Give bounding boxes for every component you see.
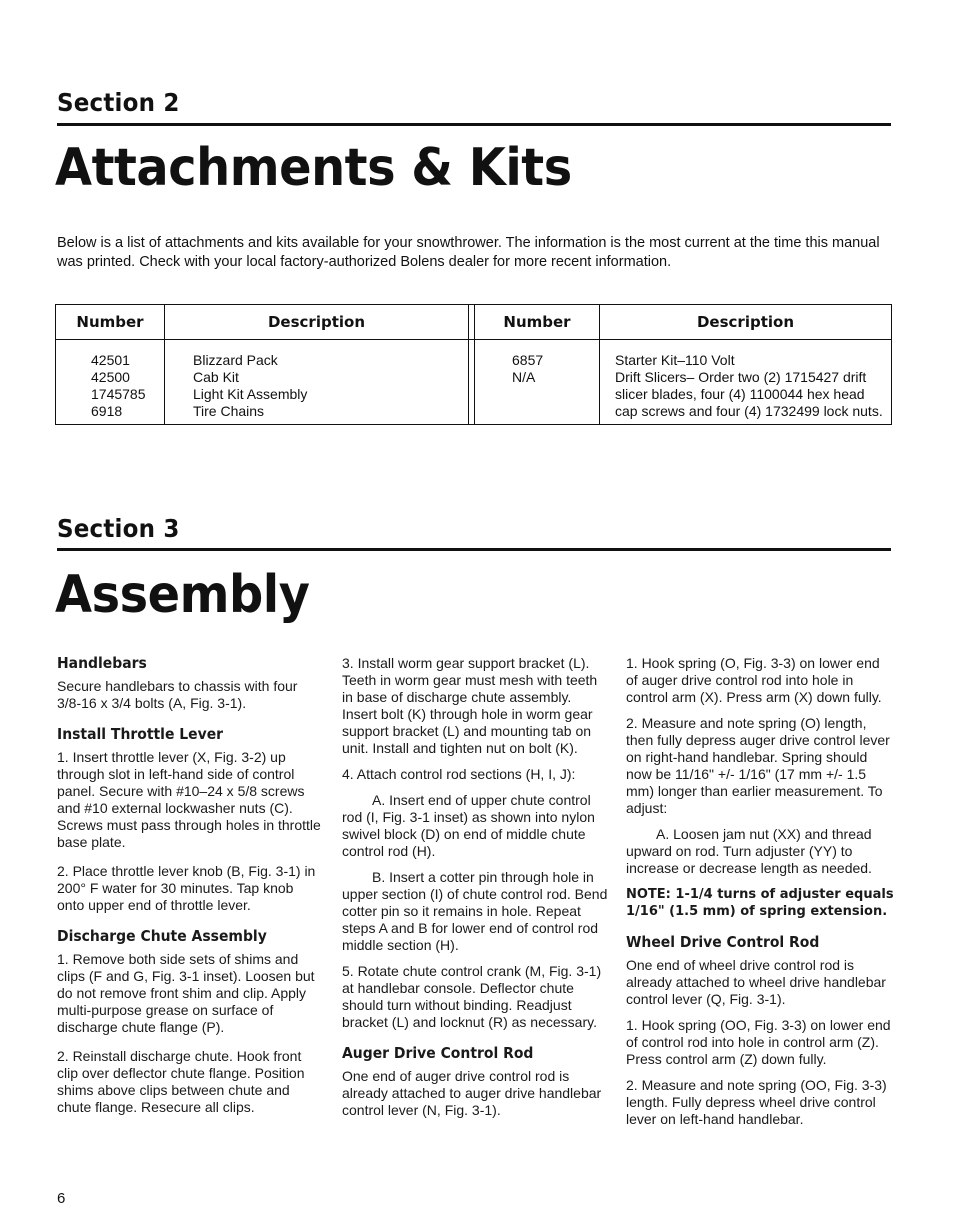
attachments-table xyxy=(55,304,892,425)
heading-auger-drive-control-rod: Auger Drive Control Rod xyxy=(342,1044,534,1062)
left-descriptions-cell xyxy=(165,340,469,425)
part-description: Starter Kit–110 Volt xyxy=(615,352,735,368)
section-2-intro: Below is a list of attachments and kits available for your snowthrower. The information is the most current at the time this manual was printed. Check with your local factory-authorized Bolens dealer for more recent information. xyxy=(57,235,880,270)
right-descriptions-cell xyxy=(600,340,892,425)
paragraph: Secure handlebars to chassis with four 3/8-16 x 3/4 bolts (A, Fig. 3-1). xyxy=(57,678,298,711)
part-number: 42500 xyxy=(91,369,130,385)
header-description-left: Description xyxy=(165,305,469,340)
part-description: cap screws and four (4) 1732499 lock nuts. xyxy=(615,403,883,419)
part-number: 6857 xyxy=(512,352,544,368)
left-numbers-cell xyxy=(56,340,165,425)
header-number-right: Number xyxy=(475,305,600,340)
part-description: Blizzard Pack xyxy=(193,352,278,368)
part-number: 6918 xyxy=(91,403,123,419)
page-number: 6 xyxy=(57,1190,66,1207)
part-description: Light Kit Assembly xyxy=(193,386,308,402)
header-number-left: Number xyxy=(56,305,165,340)
column-3 xyxy=(626,655,894,1137)
part-number: 1745785 xyxy=(91,386,146,402)
note: NOTE: 1-1/4 turns of adjuster equals 1/16" (1.5 mm) of spring extension. xyxy=(626,887,894,919)
part-description: Cab Kit xyxy=(193,369,239,385)
paragraph: 2. Place throttle lever knob (B, Fig. 3-1) in 200° F water for 30 minutes. Tap knob onto upper end of throttle lever. xyxy=(57,863,316,913)
paragraph: 3. Install worm gear support bracket (L). Teeth in worm gear must mesh with teeth in base of discharge chute assembly. Insert bolt (K) through hole in worm gear support bracket (L) and mounting tab on unit. Install and tighten nut on bolt (K). xyxy=(342,655,598,756)
section-3-label: Section 3 xyxy=(57,514,180,543)
paragraph: B. Insert a cotter pin through hole in upper section (I) of chute control rod. Bend cotter pin so it remains in hole. Repeat steps A and B for lower end of control rod middle section (H). xyxy=(342,869,608,953)
heading-install-throttle-lever: Install Throttle Lever xyxy=(57,725,224,743)
part-description: Drift Slicers– Order two (2) 1715427 drift xyxy=(615,369,867,385)
paragraph: 5. Rotate chute control crank (M, Fig. 3-1) at handlebar console. Deflector chute should turn without binding. Readjust bracket (L) and locknut (R) as necessary. xyxy=(342,963,602,1030)
header-description-right: Description xyxy=(600,305,892,340)
section-2-rule xyxy=(57,123,891,126)
section-2-title: Attachments & Kits xyxy=(55,138,572,198)
column-1 xyxy=(57,655,323,1125)
paragraph: One end of wheel drive control rod is already attached to wheel drive handlebar control lever (Q, Fig. 3-1). xyxy=(626,957,886,1007)
section-2-label: Section 2 xyxy=(57,88,180,117)
paragraph: A. Loosen jam nut (XX) and thread upward on rod. Turn adjuster (YY) to increase or decrease length as needed. xyxy=(626,826,872,876)
paragraph: 2. Measure and note spring (O) length, then fully depress auger drive control lever on right-hand handlebar. Spring should now be 11/16" +/- 1/16" (17 mm +/- 1.5 mm) longer than earlier measurement. To adjust: xyxy=(626,715,890,816)
paragraph: 4. Attach control rod sections (H, I, J): xyxy=(342,766,576,782)
paragraph: 1. Insert throttle lever (X, Fig. 3-2) up through slot in left-hand side of control panel. Secure with #10–24 x 5/8 screws and #10 external lockwasher nuts (C). Screws must pass through holes in throttle base plate. xyxy=(57,749,321,850)
paragraph: One end of auger drive control rod is already attached to auger drive handlebar control lever (N, Fig. 3-1). xyxy=(342,1068,602,1118)
part-description: slicer blades, four (4) 1100044 hex head xyxy=(615,386,865,402)
paragraph: 2. Measure and note spring (OO, Fig. 3-3) length. Fully depress wheel drive control lever on left-hand handlebar. xyxy=(626,1077,887,1127)
section-3-rule xyxy=(57,548,891,551)
section-3-title: Assembly xyxy=(55,565,310,625)
paragraph: 2. Reinstall discharge chute. Hook front clip over deflector chute flange. Position shims above clips between chute and chute flange. Resecure all clips. xyxy=(57,1048,305,1115)
heading-handlebars: Handlebars xyxy=(57,654,147,672)
heading-wheel-drive-control-rod: Wheel Drive Control Rod xyxy=(626,933,820,951)
paragraph: 1. Remove both side sets of shims and clips (F and G, Fig. 3-1 inset). Loosen but do not remove front shim and clip. Apply multi-purpose grease on surface of discharge chute flange (P). xyxy=(57,951,315,1035)
column-2 xyxy=(342,655,610,1128)
paragraph: A. Insert end of upper chute control rod (I, Fig. 3-1 inset) as shown into nylon swivel block (D) on end of middle chute control rod (H). xyxy=(342,792,595,859)
part-number: N/A xyxy=(512,369,536,385)
paragraph: 1. Hook spring (O, Fig. 3-3) on lower end of auger drive control rod into hole in control arm (X). Press arm (X) down fully. xyxy=(626,655,882,705)
paragraph: 1. Hook spring (OO, Fig. 3-3) on lower end of control rod into hole in control arm (Z). Press control arm (Z) down fully. xyxy=(626,1017,891,1067)
right-numbers-cell xyxy=(475,340,600,425)
part-description: Tire Chains xyxy=(193,403,265,419)
part-number: 42501 xyxy=(91,352,130,368)
heading-discharge-chute-assembly: Discharge Chute Assembly xyxy=(57,927,267,945)
